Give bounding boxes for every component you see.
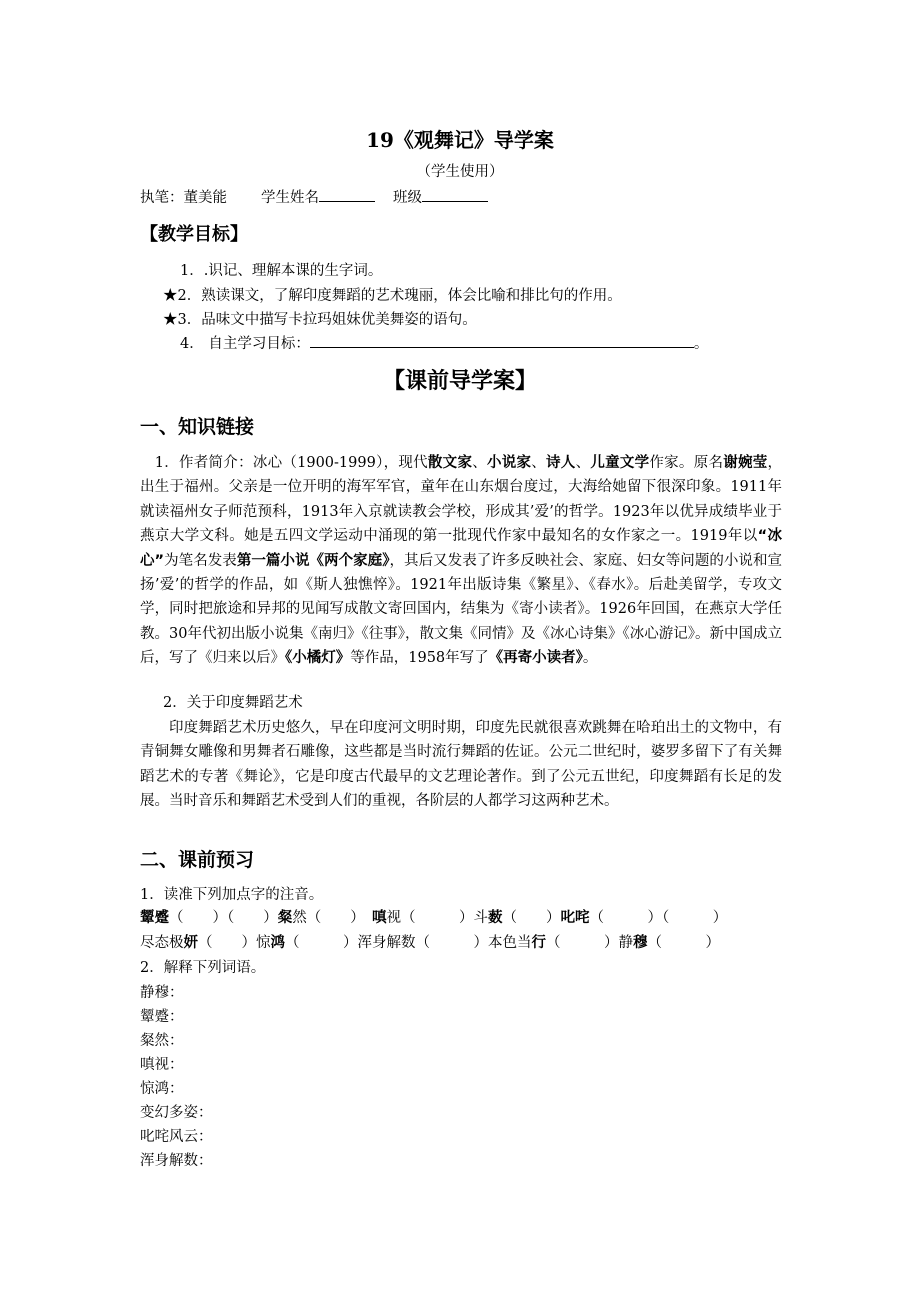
text: （ ）（ ） [169,910,278,926]
term-6: 变幻多姿： [140,1105,213,1121]
section2-heading: 二、课前预习 [140,849,255,871]
text: ，其后又发表了许多反映社会、家庭、妇女等问题的小说和宣扬’爱’的哲学的作品，如《斯人独憔悴》。1921年出版诗集《繁星》、《春水》。后赴美留学，专攻文学，同时把旅途和异邦的见闻写成散文寄回国内，结集为《寄小读者》。1926年回国，在燕京大学任教。30年代初出版小说集《南归》《往事》，散文集《同情》及《冰心诗集》《冰心游记》。新中国成立后，写了《归来以后》 [140,552,783,667]
bold-text: 穆 [633,935,648,951]
bold-text: “冰心” [140,528,783,569]
text: 尽态极 [140,935,184,951]
author-intro-paragraph [140,451,782,671]
goal-1: 1．.识记、理解本课的生字词。 [180,263,383,279]
class-blank[interactable] [422,187,488,202]
goal-4-blank[interactable] [310,333,694,348]
text: 为笔名发表 [164,552,237,569]
goal-4 [180,332,708,353]
text: （ ）（ ） [589,910,728,926]
author: 执笔：董美能 [140,190,227,206]
dance-art-paragraph: 印度舞蹈艺术历史悠久，早在印度河文明时期，印度先民就很喜欢跳舞在哈珀出土的文物中，有青铜舞女雕像和男舞者石雕像，这些都是当时流行舞蹈的佐证。公元二世纪时，婆罗多留下了有关舞蹈艺术的专著《舞论》，它是印度古代最早的文艺理论著作。到了公元五世纪，印度舞蹈有长足的发展。当时音乐和舞蹈艺术受到人们的重视，各阶层的人都学习这两种艺术。 [140,720,782,810]
question-1: 1．读准下列加点字的注音。 [140,887,324,903]
bold-text: 诗人 [546,455,576,471]
bold-text: 鸿 [270,935,285,951]
text: （ ）静 [546,935,633,951]
term-5: 惊鸿： [140,1081,184,1097]
text: 、 [575,455,591,471]
goal-4-label: 4． 自主学习目标： [180,336,310,352]
text: 。 [582,650,598,667]
subtitle: （学生使用） [416,164,504,180]
goal-4-end: 。 [693,336,709,352]
pinyin-row-1 [140,906,727,930]
term-3: 粲然： [140,1033,184,1049]
page-title: 19《观舞记》导学案 [366,128,554,152]
term-7: 叱咤风云： [140,1129,213,1145]
text: （ ）浑身解数（ ）本色当 [285,935,532,951]
text: ，出生于福州。父亲是一位开明的海军军官，童年在山东烟台度过，大海给她留下很深印象。1911年就读福州女子师范预科，1913年入京就读教会学校，形成其’爱’的哲学。1923年以优异成绩毕业于燕京大学文科。她是五四文学运动中涌现的第一批现代作家中最知名的女作家之一。1919年以 [140,455,783,545]
bold-text: 叱咤 [560,910,590,926]
pre-class-heading: 【课前导学案】 [382,369,537,394]
text: 1．作者简介：冰心（1900-1999），现代 [140,455,428,471]
text: 、 [531,455,547,471]
student-name-blank[interactable] [319,187,375,202]
text: 作家。原名 [649,455,724,471]
section1-sub2: 2．关于印度舞蹈艺术 [163,695,303,711]
section1-heading: 一、知识链接 [140,416,255,438]
byline [140,186,522,207]
text: 、 [472,455,487,471]
text: 视（ ）斗 [386,910,488,926]
bold-text: 行 [531,935,546,951]
term-2: 颦蹙： [140,1009,184,1025]
bold-text: 《再寄小读者》 [488,650,583,667]
text: 然（ ） [292,910,372,926]
bold-text: 散文家 [427,455,473,471]
bold-text: 小说家 [486,455,532,471]
goal-3: ★3．品味文中描写卡拉玛姐妹优美舞姿的语句。 [163,312,477,328]
student-name-label: 学生姓名 [261,190,319,206]
class-label: 班级 [393,190,422,206]
text: （ ） [647,935,720,951]
bold-text: 粲 [277,910,293,926]
bold-text: 薮 [488,910,503,926]
bold-text: 嗔 [372,910,387,926]
term-4: 嗔视： [140,1057,184,1073]
bold-text: 谢婉莹 [723,455,768,471]
bold-text: 妍 [183,935,198,951]
bold-text: 《小橘灯》 [285,650,351,667]
pinyin-row-2 [140,931,720,955]
goal-2: ★2．熟读课文，了解印度舞蹈的艺术瑰丽，体会比喻和排比句的作用。 [163,288,622,304]
bold-text: 儿童文学 [590,455,650,471]
bold-text: 颦蹙 [140,910,169,926]
text: 等作品，1958年写了 [350,650,489,667]
text: （ ） [502,910,561,926]
term-8: 浑身解数： [140,1153,213,1169]
question-2: 2．解释下列词语。 [140,960,266,976]
goals-heading: 【教学目标】 [140,224,248,245]
bold-text: 第一篇小说《两个家庭》 [236,552,390,569]
text: （ ）惊 [198,935,271,951]
term-1: 静穆： [140,985,184,1001]
